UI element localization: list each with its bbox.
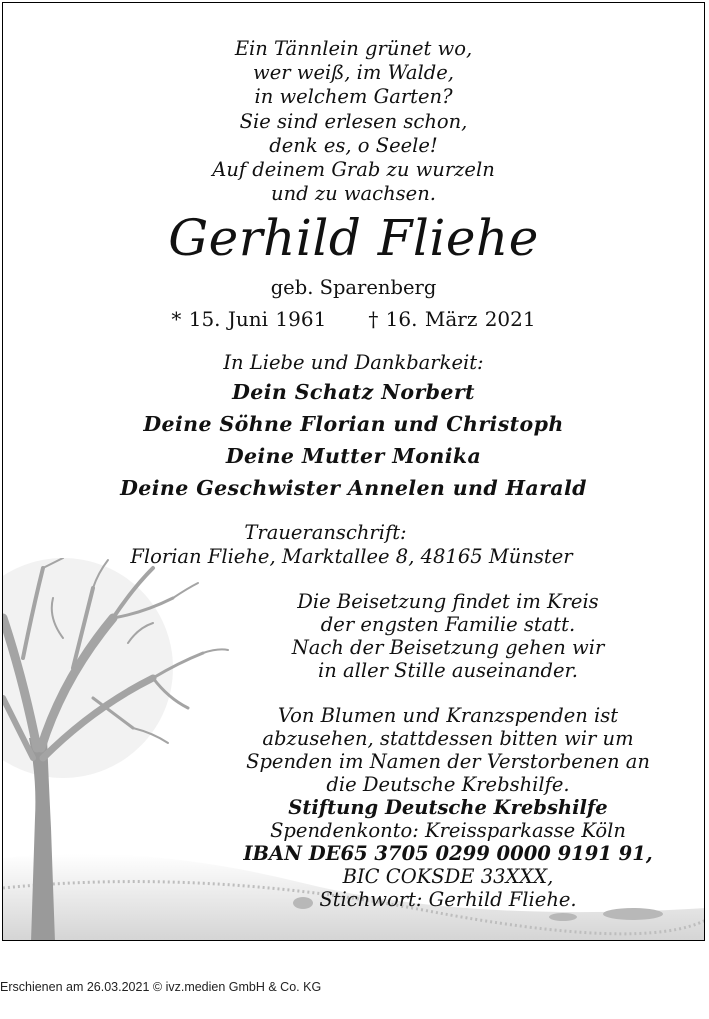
- death-date: † 16. März 2021: [368, 307, 536, 331]
- funeral-line: der engsten Familie statt.: [320, 613, 576, 636]
- life-dates: [3, 305, 704, 333]
- poem-line: in welchem Garten?: [254, 85, 453, 109]
- mourner-line: Deine Geschwister Annelen und Harald: [120, 476, 587, 500]
- poem-line: Sie sind erlesen schon,: [239, 109, 468, 133]
- donation-bic: BIC COKSDE 33XXX,: [342, 865, 554, 888]
- deceased-name: Gerhild Fliehe: [168, 209, 539, 267]
- address-value: Florian Fliehe, Marktallee 8, 48165 Münster: [130, 545, 573, 568]
- mourner-line: Deine Mutter Monika: [225, 444, 482, 468]
- poem-line: und zu wachsen.: [271, 182, 436, 206]
- donation-line: die Deutsche Krebshilfe.: [326, 773, 570, 796]
- mourning-address: [2, 521, 702, 569]
- funeral-line: Nach der Beisetzung gehen wir: [291, 636, 605, 659]
- birth-name: geb. Sparenberg: [270, 276, 437, 299]
- funeral-line: Die Beisetzung findet im Kreis: [297, 590, 599, 613]
- mourner-line: Dein Schatz Norbert: [232, 380, 475, 404]
- address-label: Traueranschrift:: [244, 521, 407, 544]
- funeral-line: in aller Stille auseinander.: [318, 659, 578, 682]
- mourner-line: Deine Söhne Florian und Christoph: [143, 412, 564, 436]
- obituary-notice: [2, 2, 705, 941]
- poem-line: denk es, o Seele!: [269, 133, 438, 157]
- poem-line: Ein Tännlein grünet wo,: [234, 37, 473, 60]
- poem: [3, 37, 704, 206]
- donation-keyword: Stichwort: Gerhild Fliehe.: [319, 888, 577, 911]
- poem-line: Auf deinem Grab zu wurzeln: [212, 158, 495, 182]
- publication-footer: Erschienen am 26.03.2021 © ivz.medien GmbH & Co. KG: [0, 980, 322, 994]
- poem-line: wer weiß, im Walde,: [253, 61, 454, 85]
- donation-account: Spendenkonto: Kreissparkasse Köln: [270, 819, 626, 842]
- foundation-name: Stiftung Deutsche Krebshilfe: [288, 796, 608, 819]
- donation-line: abzusehen, stattdessen bitten wir um: [262, 727, 634, 750]
- donation-line: Von Blumen und Kranzspenden ist: [277, 704, 619, 727]
- birth-date: * 15. Juni 1961: [171, 307, 327, 331]
- mourners-intro: In Liebe und Dankbarkeit:: [223, 351, 484, 374]
- donation-iban: IBAN DE65 3705 0299 0000 9191 91,: [243, 842, 653, 865]
- donation-line: Spenden im Namen der Verstorbenen an: [246, 750, 650, 773]
- mourners-list: [3, 376, 704, 504]
- funeral-and-donation-info: [223, 590, 673, 911]
